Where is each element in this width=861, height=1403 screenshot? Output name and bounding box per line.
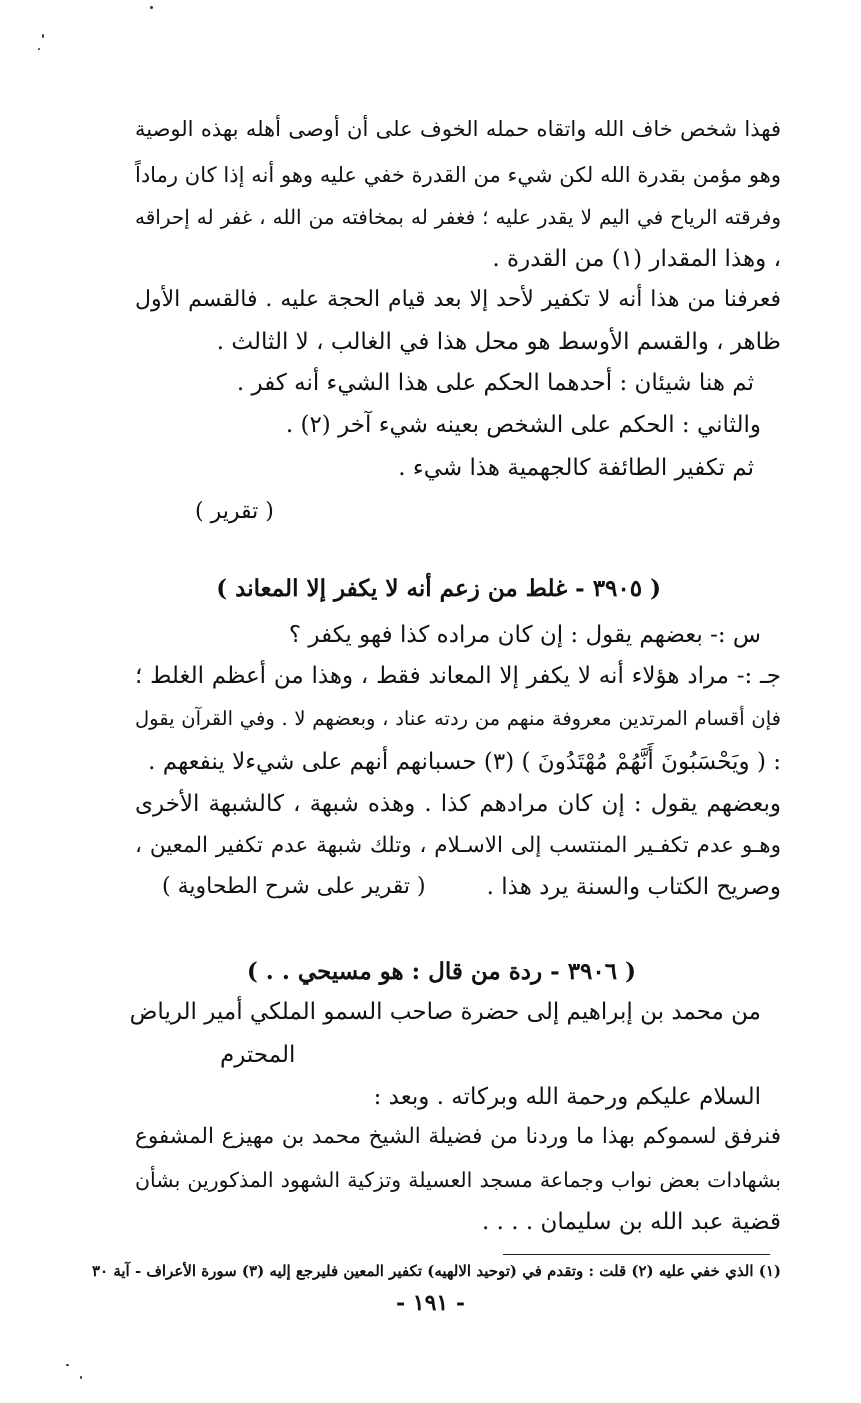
footnote-text: (١) الذي خفي عليه (٢) قلت : وتقدم في (توحيد الالهيه) تكفير المعين فليرجع إليه (٣) سورة الأعراف - آية ٣٠: [91, 1262, 781, 1280]
section-3906-line-4: فنرفق لسموكم بهذا ما وردنا من فضيلة الشيخ محمد بن مهيزع المشفوع: [135, 1124, 781, 1149]
section-3905-line-2: جـ :- مراد هؤلاء أنه لا يكفر إلا المعاند فقط ، وهذا من أعظم الغلط ؛: [135, 663, 781, 689]
section-3906-line-2: المحترم: [220, 1042, 296, 1068]
section-3906-line-6: قضية عبد الله بن سليمان . . . .: [482, 1209, 781, 1235]
scan-speck: [38, 48, 40, 50]
section-3905-line-4: : ( ويَحْسَبُونَ أَنَّهُمْ مُهْتَدُونَ ) (٣) حسبانهم أنهم على شيءلا ينفعهم .: [148, 749, 781, 775]
paragraph-2-line-4: والثاني : الحكم على الشخص بعينه شيء آخر (٢) .: [285, 412, 761, 438]
scan-speck: [66, 1364, 69, 1366]
page-number: - ١٩١ -: [395, 1290, 466, 1316]
section-3905-line-5: وبعضهم يقول : إن كان مرادهم كذا . وهذه شبهة ، كالشبهة الأخرى: [135, 791, 781, 817]
paragraph-2-line-3: ثم هنا شيئان : أحدهما الحكم على هذا الشيء أنه كفر .: [236, 370, 754, 396]
footnote-divider: [503, 1254, 770, 1255]
source-citation-2: ( تقرير على شرح الطحاوية ): [162, 874, 426, 899]
section-3905-line-6: وهـو عدم تكفـير المنتسب إلى الاسـلام ، وتلك شبهة عدم تكفير المعين ،: [135, 833, 781, 858]
paragraph-2-line-5: ثم تكفير الطائفة كالجهمية هذا شيء .: [398, 455, 754, 481]
section-3906-line-3: السلام عليكم ورحمة الله وبركاته . وبعد :: [373, 1084, 761, 1110]
scan-speck: [42, 34, 44, 38]
paragraph-1-line-1: فهذا شخص خاف الله واتقاه حمله الخوف على أن أوصى أهله بهذه الوصية: [135, 117, 781, 141]
paragraph-2-line-1: فعرفنا من هذا أنه لا تكفير لأحد إلا بعد قيام الحجة عليه . فالقسم الأول: [135, 287, 781, 312]
section-3906-line-1: من محمد بن إبراهيم إلى حضرة صاحب السمو الملكي أمير الرياض: [129, 999, 761, 1025]
source-citation-1: ( تقرير ): [195, 499, 274, 524]
section-3905-line-1: س :- بعضهم يقول : إن كان مراده كذا فهو يكفر ؟: [288, 622, 761, 648]
scan-speck: [150, 6, 153, 9]
scan-speck: [80, 1376, 82, 1379]
section-3905-heading: ( ٣٩٠٥ - غلط من زعم أنه لا يكفر إلا المعاند ): [216, 575, 661, 602]
paragraph-1-line-3: وفرقته الرياح في اليم لا يقدر عليه ؛ فغفر له بمخافته من الله ، غفر له إحراقه: [135, 205, 781, 229]
paragraph-1-line-4: ، وهذا المقدار (١) من القدرة .: [492, 246, 781, 272]
section-3906-line-5: بشهادات بعض نواب وجماعة مسجد العسيلة وتزكية الشهود المذكورين بشأن: [135, 1168, 781, 1192]
paragraph-1-line-2: وهو مؤمن بقدرة الله لكن شيء من القدرة خفي عليه وهو أنه إذا كان رماداً: [135, 163, 781, 187]
section-3905-line-7: وصريح الكتاب والسنة يرد هذا .: [486, 874, 781, 900]
paragraph-2-line-2: ظاهر ، والقسم الأوسط هو محل هذا في الغالب ، لا الثالث .: [216, 329, 781, 355]
section-3905-line-3: فإن أقسام المرتدين معروفة منهم من ردته عناد ، وبعضهم لا . وفي القرآن يقول: [135, 707, 781, 730]
section-3906-heading: ( ٣٩٠٦ - ردة من قال : هو مسيحي . . ): [246, 958, 636, 985]
